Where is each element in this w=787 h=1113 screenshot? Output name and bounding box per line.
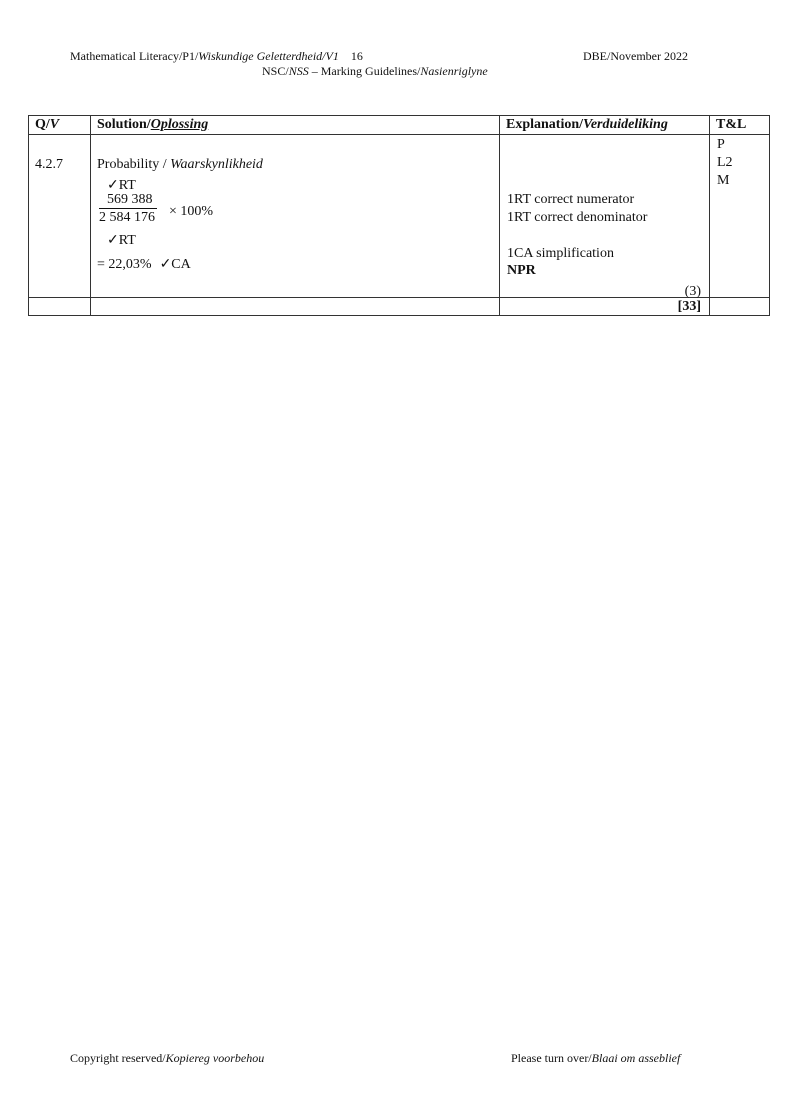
tick-mark-denominator: ✓RT (107, 233, 136, 248)
total-cell (500, 298, 710, 316)
explanation-line: 1RT correct numerator (507, 192, 635, 207)
explanation-line: 1RT correct denominator (507, 210, 648, 225)
solution-title: Probability / Waarskynlikheid (97, 157, 263, 172)
result: = 22,03% ✓CA (97, 257, 191, 272)
numerator: 569 388 (99, 192, 157, 209)
question-cell (29, 135, 91, 298)
tick-mark-numerator: ✓RT (107, 178, 136, 193)
tl-cell (710, 135, 770, 298)
header-nasienriglyne: Nasienriglyne (420, 64, 488, 78)
marks-allocated: (3) (684, 284, 701, 299)
table-header-row (29, 116, 770, 135)
tl-level: P (717, 137, 725, 152)
explanation-cell (500, 135, 710, 298)
solution-cell (91, 135, 500, 298)
empty-cell (29, 298, 91, 316)
header-tl: T&L (710, 116, 770, 135)
explanation-line: 1CA simplification (507, 246, 614, 261)
page-number: 16 (350, 49, 363, 63)
header-subject (70, 49, 363, 64)
header-subject-en: Mathematical Literacy/P1/ (70, 49, 199, 63)
table-row (29, 135, 770, 298)
question-number: 4.2.7 (35, 157, 63, 172)
header-nss: NSS (288, 64, 309, 78)
header-subject-af: Wiskundige Geletterdheid/V1 (198, 49, 339, 63)
empty-cell (710, 298, 770, 316)
denominator: 2 584 176 (99, 210, 155, 225)
tl-level: L2 (717, 155, 733, 170)
total-marks: [33] (677, 299, 701, 314)
fraction (99, 192, 157, 226)
header-solution: Solution/Oplossing (91, 116, 500, 135)
explanation-npr: NPR (507, 263, 536, 278)
tl-level: M (717, 173, 730, 188)
table-total-row (29, 298, 770, 316)
empty-cell (91, 298, 500, 316)
footer-turn-over: Please turn over/Blaai om asseblief (511, 1051, 681, 1065)
tick-mark-ca: ✓CA (159, 257, 191, 272)
header-marking-guidelines: – Marking Guidelines/ (308, 64, 421, 78)
header-guidelines (262, 64, 488, 79)
footer-copyright: Copyright reserved/Kopiereg voorbehou (70, 1051, 265, 1065)
multiplier: × 100% (169, 204, 214, 219)
header-nsc: NSC/ (262, 64, 289, 78)
marking-table (28, 115, 770, 316)
header-exam-date: DBE/November 2022 (583, 49, 688, 63)
header-question: Q/V (29, 116, 91, 135)
header-explanation: Explanation/Verduideliking (500, 116, 710, 135)
